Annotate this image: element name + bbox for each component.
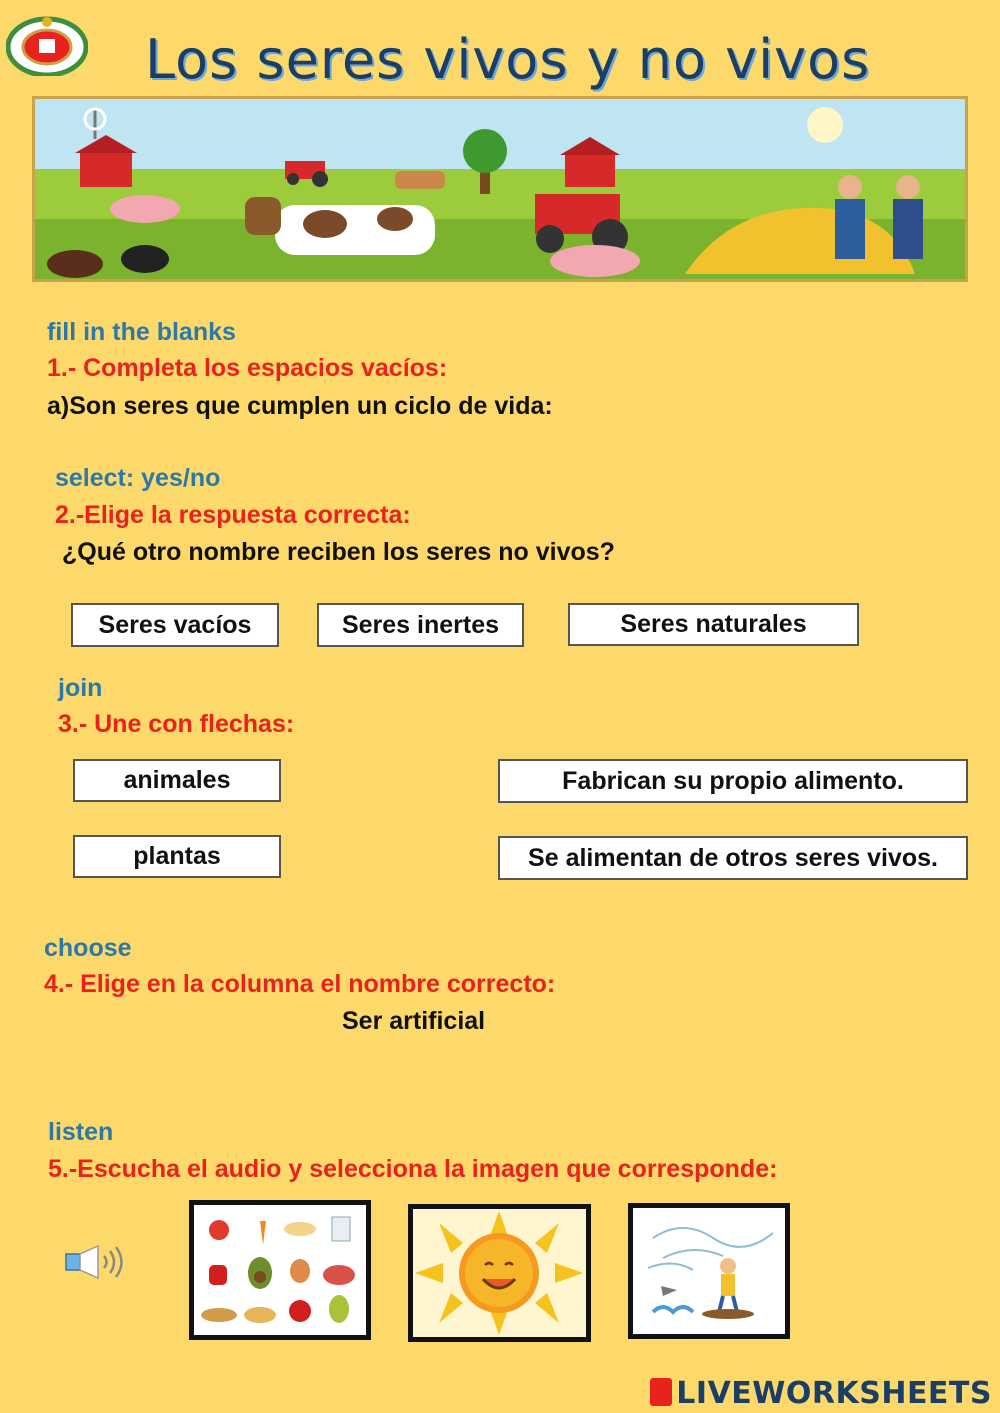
section3-instruction: 3.- Une con flechas: bbox=[58, 710, 295, 738]
food-items-image[interactable] bbox=[189, 1200, 371, 1340]
join-right-se-alimentan[interactable]: Se alimentan de otros seres vivos. bbox=[498, 836, 968, 880]
sun-image[interactable] bbox=[408, 1204, 591, 1342]
liveworksheets-logo bbox=[650, 1376, 992, 1411]
section1-question: a)Son seres que cumplen un ciclo de vida: bbox=[47, 392, 553, 420]
option-seres-naturales[interactable]: Seres naturales bbox=[568, 603, 859, 646]
speaker-icon[interactable] bbox=[64, 1244, 130, 1280]
join-left-plantas[interactable]: plantas bbox=[73, 835, 281, 878]
option-seres-vacios[interactable]: Seres vacíos bbox=[71, 603, 279, 647]
section2-question: ¿Qué otro nombre reciben los seres no vivos? bbox=[62, 538, 615, 566]
live-badge-icon bbox=[650, 1378, 672, 1406]
join-right-fabrican[interactable]: Fabrican su propio alimento. bbox=[498, 759, 968, 803]
section2-hint: select: yes/no bbox=[55, 464, 221, 492]
section5-hint: listen bbox=[48, 1118, 114, 1146]
school-logo bbox=[6, 14, 88, 76]
brand-text: LIVEWORKSHEETS bbox=[676, 1376, 992, 1411]
farm-banner-image bbox=[32, 96, 968, 282]
section2-instruction: 2.-Elige la respuesta correcta: bbox=[55, 501, 411, 529]
section5-instruction: 5.-Escucha el audio y selecciona la imagen que corresponde: bbox=[48, 1155, 778, 1183]
section3-hint: join bbox=[58, 674, 103, 702]
choose-dropdown[interactable]: Ser artificial bbox=[342, 1007, 486, 1035]
section4-hint: choose bbox=[44, 934, 132, 962]
wind-scene-image[interactable] bbox=[628, 1203, 790, 1339]
join-left-animales[interactable]: animales bbox=[73, 759, 281, 802]
option-seres-inertes[interactable]: Seres inertes bbox=[317, 603, 524, 647]
page-title: Los seres vivos y no vivos bbox=[145, 28, 871, 91]
section1-instruction: 1.- Completa los espacios vacíos: bbox=[47, 354, 448, 382]
section4-instruction: 4.- Elige en la columna el nombre correcto: bbox=[44, 970, 556, 998]
section1-hint: fill in the blanks bbox=[47, 318, 236, 346]
